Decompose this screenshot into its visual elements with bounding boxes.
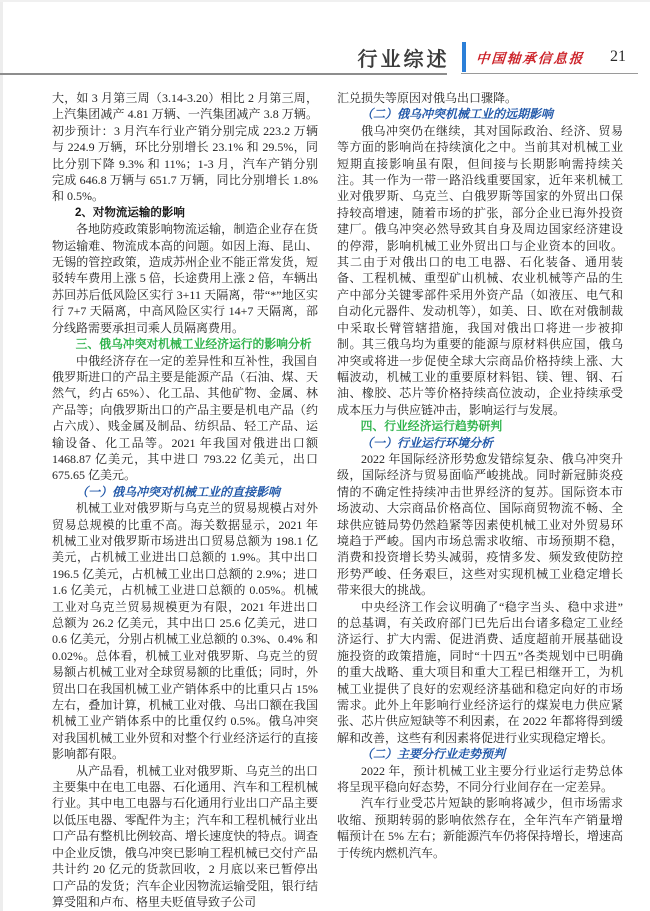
paragraph: 汇兑损失等原因对俄乌出口骤降。 — [337, 91, 518, 105]
paragraph: 俄乌冲突仍在继续，其对国际政治、经济、贸易等方面的影响尚在持续演化之中。当前其对机械工业短期直接影响虽有限，但间接与长期影响需持续关注。其一作为一带一路沿线重要国家，近年来机械工业对俄罗斯、乌克兰、白俄罗斯等国家的外贸出口保持较高增速，随着市场的扩张，部分企业已海外投资建厂。俄乌冲突必然导致其自身及周边国家经济建设的停滞，影响机械工业外贸出口与企业资本的回收。其二由于对俄出口的电工电器、石化装备、通用装备、工程机械、重型矿山机械、农业机械等产品的生产中部分关键零部件采用外资产品（如液压、电气和自动化元器件、发动机等），如美、日、欧在对俄制裁中采取长臂管辖措施，我国对俄出口将进一步被抑制。其三俄乌均为重要的能源与原材料供应国，俄乌冲突或将进一步促使全球大宗商品价格持续上涨、大幅波动，机械工业的重要原材料铝、镁、锂、钢、石油、橡胶、芯片等价格持续高位波动，企业持续承受成本压力与供应链冲击，影响运行与发展。 — [337, 123, 623, 417]
paragraph: 机械工业对俄罗斯与乌克兰的贸易规模占对外贸易总规模的比重不高。海关数据显示，2021 年机械工业对俄罗斯市场进出口贸易总额为 198.1 亿美元，占机械工业进出口总额的 1.9%。其中出口 196.5 亿美元，占机械工业出口总额的 2.9%；进口 1.6 亿美元，占机械工业进口总额的 0.05%。机械工业对乌克兰贸易规模更为有限，2021 年进出口总额为 26.2 亿美元，其中出口 25.6 亿美元，进口 0.6 亿美元，分别占机械工业总额的 0.3%、0.4% 和 0.02%。总体看，机械工业对俄罗斯、乌克兰的贸易额占机械工业对全球贸易额的比重低；同时，外贸出口在我国机械工业产销体系中的比重只占 15% 左右，叠加计算，机械工业对俄、乌出口额在我国机械工业产销体系中的比重仅约 0.5%。俄乌冲突对我国机械工业外贸和对整个行业经济运行的直接影响都有限。 — [52, 501, 318, 762]
section-heading: 四、行业经济运行趋势研判 — [360, 419, 503, 434]
section-heading: 2、对物流运输的影响 — [75, 206, 185, 219]
paragraph: 汽车行业受芯片短缺的影响将减少，但市场需求收缩、预期转弱的影响依然存在，全年汽车产销量增幅预计在 5% 左右；新能源汽车仍将保持增长，增速高于传统内燃机汽车。 — [337, 796, 623, 860]
section-heading: （二）主要分行业走势预判 — [361, 747, 506, 762]
left-column — [52, 90, 318, 910]
paragraph: 各地防疫政策影响物流运输，制造企业存在货物运输难、物流成本高的问题。如因上海、昆山、无锡的管控政策，造成苏州企业不能正常发货，短驳转车费用上涨 5 倍，长途费用上涨 2 倍，车辆出苏回苏后低风险区实行 3+11 天隔离，带“*”地区实行 7+7 天隔离，中高风险区实行 14+7 天隔离，部分线路需要承担司乘人员隔离费用。 — [52, 222, 318, 335]
paragraph: 从产品看，机械工业对俄罗斯、乌克兰的出口主要集中在电工电器、石化通用、汽车和工程机械行业。其中电工电器与石化通用行业出口产品主要以低压电器、零配件为主；汽车和工程机械行业出口产品有整机比例较高、增长速度快的特点。调查中企业反馈，俄乌冲突已影响工程机械已交付产品共计约 20 亿元的货款回收，2 月底以来已暂停出口产品的发货；汽车企业因物流运输受阻，银行结算受阻和卢布、格里夫贬值导致子公司 — [52, 763, 318, 909]
paragraph: 2022 年国际经济形势愈发错综复杂、俄乌冲突升级，国际经济与贸易面临严峻挑战。同时新冠肺炎疫情的不确定性持续冲击世界经济的复苏。国际资本市场波动、大宗商品价格高位、国际商贸物流不畅、全球供应链局势仍然趋紧等因素使机械工业对外贸易环境趋于严峻。国内市场总需求收缩、市场预期不稳，消费和投资增长势头减弱，疫情多发、频发致使防控形势严峻、任务艰巨，这些对实现机械工业稳定增长带来很大的挑战。 — [337, 451, 623, 598]
section-heading: （一）行业运行环境分析 — [361, 435, 494, 450]
page-number: 21 — [610, 48, 626, 65]
scan-edge-left — [0, 0, 3, 911]
masthead-title: 中国轴承信息报 — [474, 51, 585, 66]
section-title: 行业综述 — [357, 48, 450, 71]
scan-edge-top — [0, 0, 650, 2]
header-rule-left — [0, 73, 447, 75]
paragraph: 中央经济工作会议明确了“稳字当头、稳中求进”的总基调，有关政府部门已先后出台诸多稳定工业经济运行、扩大内需、促进消费、适度超前开展基础设施投资的政策措施，同时“十四五”各类规划中已明确的重大战略、重大项目和重大工程已相继开工，为机械工业提供了良好的宏观经济基础和稳定向好的市场需求。此外上年影响行业经济运行的煤炭电力供应紧张、芯片供应短缺等不利因素，在 2022 年都将得到缓解和改善，这些有利因素将促进行业实现稳定增长。 — [337, 599, 623, 745]
header-divider-bar — [462, 42, 466, 72]
paragraph: 2022 年，预计机械工业主要分行业运行走势总体将呈现平稳向好态势，不同分行业间存在一定差异。 — [337, 763, 623, 795]
section-heading: （一）俄乌冲突对机械工业的直接影响 — [76, 484, 281, 499]
paragraph: 中俄经济存在一定的差异性和互补性，我国自俄罗斯进口的产品主要是能源产品（石油、煤、天然气，约占 65%）、化工品、其他矿物、金属、林产品等；向俄罗斯出口的产品主要是机电产品（约占六成）、贱金属及制品、纺织品、轻工产品、运输设备、化工品等。2021 年我国对俄进出口额 1468.87 亿美元，其中进口 793.22 亿美元，出口 675.65 亿美元。 — [52, 353, 318, 483]
section-heading: 三、俄乌冲突对机械工业经济运行的影响分析 — [75, 337, 312, 352]
paragraph: 大，如 3 月第三周（3.14-3.20）相比 2 月第三周，上汽集团减产 4.81 万辆、一汽集团减产 3.8 万辆。初步预计：3 月汽车行业产销分别完成 223.2 万辆与 224.9 万辆，环比分别增长 23.1% 和 29.5%，同比分别下降 9.3% 和 11%；1-3 月，汽车产销分别完成 646.8 万辆与 651.7 万辆，同比分别增长 1.8% 和 0.5%。 — [52, 91, 318, 204]
page-header — [358, 40, 637, 74]
right-column — [337, 90, 623, 910]
article-body — [52, 90, 623, 910]
header-rule-right — [461, 73, 638, 74]
section-heading: （二）俄乌冲突机械工业的远期影响 — [361, 107, 554, 122]
